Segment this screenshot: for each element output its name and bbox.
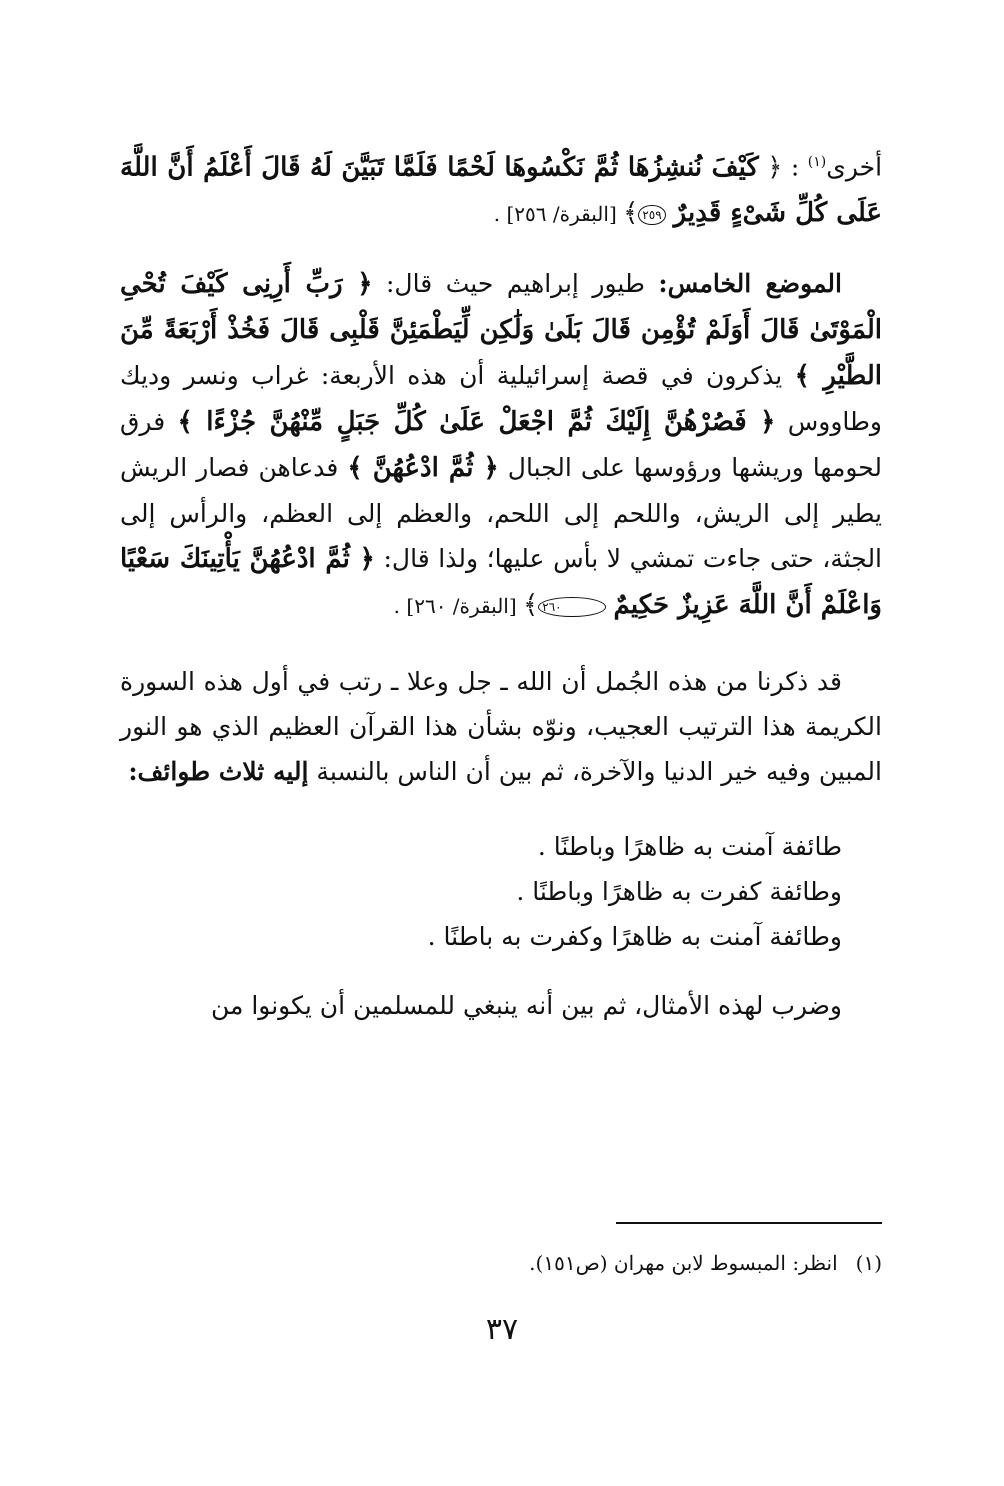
quran-verse: ﴿ رَبِّ أَرِنِى كَيْفَ تُحْىِ الْمَوْتَىٰ قَالَ أَوَلَمْ تُؤْمِن قَالَ بَلَىٰ وَلَٰكِن لِّيَطْمَئِنَّ قَلْبِى قَالَ فَخُذْ أَرْبَعَةً مِّنَ الطَّيْرِ ﴾ [120,269,882,392]
body-text: يذكرون في قصة إسرائيلية أن هذه الأربعة: غراب ونسر وديك وطاووس [120,361,883,437]
colon: : [782,152,808,182]
paragraph-fifth-place [120,261,882,629]
body-text: فرق لحومها وريشها ورؤوسها على الجبال [120,407,883,483]
quran-close-ornament: ﴾ [523,590,539,621]
quran-open-ornament: ﴿ [767,152,783,183]
quran-verse: ﴿ ثُمَّ ادْعُهُنَّ ﴾ [347,453,499,484]
list-item: وطائفة آمنت به ظاهرًا وكفرت به باطنًا . [427,922,842,952]
quran-close-ornament: ﴾ [623,198,639,229]
footnote [120,1248,882,1278]
paragraph-continuation [120,140,882,237]
quran-verse: ﴿ فَصُرْهُنَّ إِلَيْكَ ثُمَّ اجْعَلْ عَلَىٰ كُلِّ جَبَلٍ مِّنْهُنَّ جُزْءًا ﴾ [177,407,776,438]
quran-verse: ﴿ ثُمَّ ادْعُهُنَّ يَأْتِينَكَ سَعْيًا وَاعْلَمْ أَنَّ اللَّهَ عَزِيزٌ حَكِيمٌ [120,544,882,621]
surah-reference: [البقرة/ ٢٦٠] . [393,594,524,619]
continuation-lead: أخرى [826,152,883,182]
page-body [120,140,882,1028]
groups-list [120,824,882,959]
body-text: وضرب لهذه الأمثال، ثم بين أنه ينبغي للمسلمين أن يكونوا من [210,991,842,1021]
list-item: وطائفة كفرت به ظاهرًا وباطنًا . [516,877,842,907]
paragraph-final [120,983,882,1028]
ayah-number-marker: ٢٦٠ [538,597,605,617]
footnote-text: انظر: المبسوط لابن مهران (ص١٥١). [529,1251,838,1275]
section-heading: الموضع الخامس: [658,269,842,299]
bold-conclusion: إليه ثلاث طوائف: [128,757,309,787]
body-text: قد ذكرنا من هذه الجُمل أن الله ـ جل وعلا ـ رتب في أول هذه السورة الكريمة هذا الترتيب العجيب، ونوّه بشأن هذا القرآن العظيم الذي هو النور المبين وفيه خير الدنيا والآخرة، ثم بين أن الناس بالنسبة [120,667,882,787]
footnote-reference[interactable]: (١) [807,154,827,170]
surah-reference: [البقرة/ ٢٥٦] . [493,202,624,227]
intro-text: طيور إبراهيم حيث قال: [372,269,659,299]
footnote-marker: (١) [855,1251,882,1275]
paragraph-summary [120,659,882,794]
quran-verse: كَيْفَ نُنشِزُهَا ثُمَّ نَكْسُوهَا لَحْمًا فَلَمَّا تَبَيَّنَ لَهُ قَالَ أَعْلَمُ أَنَّ اللَّهَ عَلَى كُلِّ شَىْءٍ قَدِيرٌ [120,152,882,229]
body-text: فدعاهن فصار الريش يطير إلى الريش، واللحم إلى اللحم، والعظم إلى العظم، والرأس إلى الجثة، حتى جاءت تمشي لا بأس عليها؛ ولذا قال: [120,453,883,574]
footnote-divider [616,1222,882,1224]
page-number: ٣٧ [485,1312,519,1347]
ayah-number-marker: ٢٥٩ [638,205,665,225]
list-item: طائفة آمنت به ظاهرًا وباطنًا . [537,832,842,862]
